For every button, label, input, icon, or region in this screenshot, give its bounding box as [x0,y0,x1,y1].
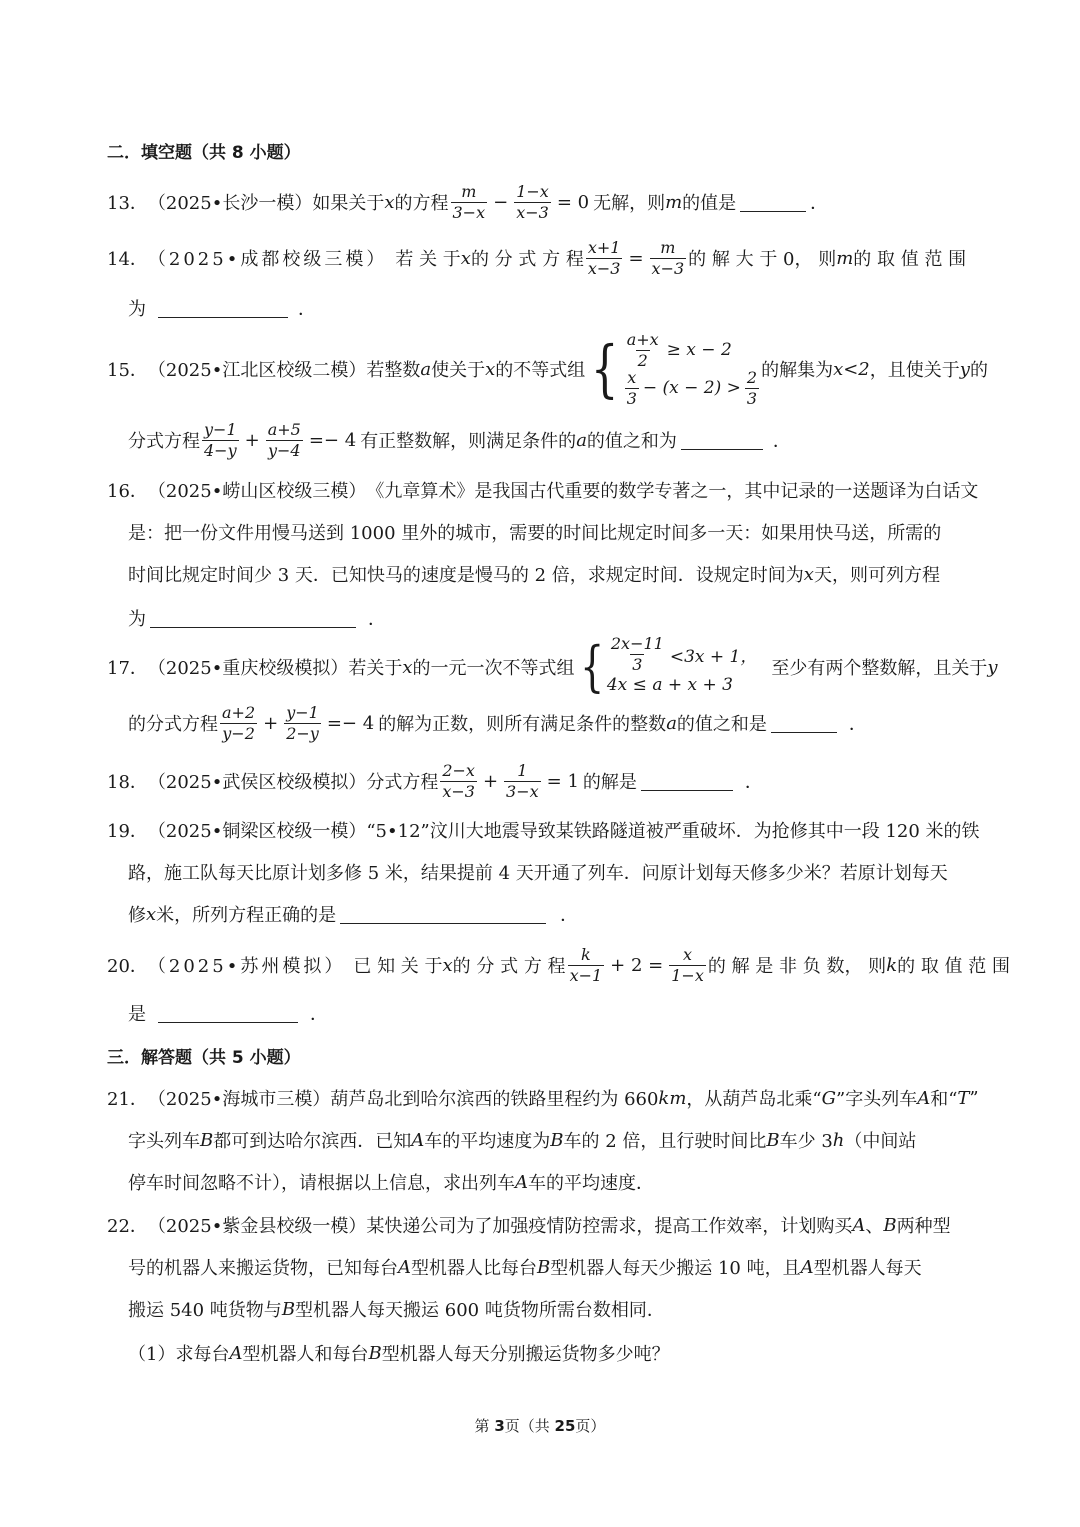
answer-blank[interactable] [740,193,806,212]
numerator: 2 [746,367,758,387]
variable: m [665,191,683,213]
question-number: 19． [107,821,148,842]
question-source: （2025•重庆校级模拟） [147,658,349,679]
numerator: x [683,944,693,964]
question-text: 型机器人每天少搬运 10 吨，且 [550,1258,801,1279]
variable: m [836,247,854,269]
question-text: 的分式方程 [128,714,218,735]
variable: A [800,1256,814,1278]
denominator: 3 [746,388,758,408]
question-text: 是 [128,1004,146,1025]
section-title [107,130,301,170]
question-text: 的 解 大 于 0， 则 [688,249,837,270]
question-text: 的 分 式 方 程 [470,249,584,270]
variable: a [666,712,677,734]
question-17 [107,634,998,700]
denominator: y−2 [222,723,255,743]
denominator: 3−x [506,781,539,801]
question-text: 号的机器人来搬运货物，已知每台 [128,1258,398,1279]
variable: a [576,429,587,451]
answer-blank[interactable] [158,299,288,318]
question-text: 有正整数解，则满足条件的 [360,431,577,452]
denominator: 2−y [286,723,319,743]
question-text: 《九章算术》是我国古代重要的数学专著之一，其中记录的一送题译为白话文 [366,481,979,502]
numerator: a+x [626,329,659,349]
operator: = [628,247,644,269]
denominator: 3 [632,654,643,674]
page-total: 25 [554,1417,576,1435]
question-number: 17． [107,658,148,679]
question-text: 字头列车 [128,1131,200,1152]
question-text: 若关于 [348,658,403,679]
question-text: ” [969,1087,979,1109]
variable: B [550,1129,564,1151]
question-text: 时间比规定时间少 3 天．已知快马的速度是慢马的 2 倍，求规定时间．设规定时间为 [128,565,804,586]
variable: A [917,1087,931,1109]
denominator: 2 [637,350,648,370]
question-number: 21． [107,1089,148,1110]
question-source: （2025•海城市三模） [147,1089,331,1110]
operator: + 2 = [610,954,664,976]
question-14-line-2 [128,288,316,328]
variable: B [368,1342,382,1364]
question-source: （2025•紫金县校级一模） [147,1216,367,1237]
question-text: ． [298,299,316,320]
question-20-line-2 [128,993,328,1033]
question-text: 如果关于 [312,193,385,214]
question-text: 米，所列方程正确的是 [156,905,337,926]
section-3-title: 三．解答题（共 5 小题） [107,1047,301,1068]
variable: B [281,1298,296,1320]
question-text: ． [560,905,579,926]
variable: x [485,358,496,380]
numerator: 1 [517,760,528,780]
math-text: − (x − 2) > [642,378,741,398]
denominator: 4−y [204,440,237,460]
inequality-system [575,633,758,698]
variable: x [402,656,413,678]
question-text: 的 分 式 方 程 [452,956,566,977]
question-text: 、 [865,1216,884,1237]
question-text: 的不等式组 [495,360,586,381]
question-text: 型机器人和每台 [242,1344,369,1365]
question-text: ． [368,609,386,630]
question-text: 的解为正数，则所有满足条件的整数 [378,714,667,735]
fraction [451,183,488,221]
question-text: 停车时间忽略不计），请根据以上信息，求出列车 [128,1173,515,1194]
question-text: 型机器人每天搬运 600 吨货物所需台数相同． [295,1300,665,1321]
operator: =− 4 [326,712,375,734]
variable: B [766,1129,780,1151]
question-text: 的 [969,360,988,381]
question-source: （2025•成都校级三模） [147,249,388,270]
question-14 [107,238,966,278]
variable: A [411,1129,425,1151]
numerator: a+5 [267,419,301,439]
denominator: 1−x [671,965,704,985]
question-20 [107,945,1010,985]
variable: A [229,1342,243,1364]
question-text: （中间站 [844,1131,917,1152]
question-number: 20． [107,956,148,977]
question-text: 的解是 [582,772,637,793]
question-number: 22． [107,1216,148,1237]
question-text: 搬运 540 吨货物与 [128,1300,282,1321]
variable: y [987,656,998,678]
variable: x [146,903,157,925]
question-19-line-2 [128,852,948,892]
footer-text: 页（共 [504,1417,555,1435]
question-text: 型机器人每天分别搬运货物多少吨？ [381,1344,670,1365]
question-text: 和“ [930,1089,958,1110]
footer-text: 页） [575,1417,606,1435]
variable: B [537,1256,551,1278]
question-source: （2025•苏州模拟） [147,956,346,977]
question-text: 两种型 [896,1216,951,1237]
variable: A [398,1256,411,1278]
numerator: y−1 [286,702,319,722]
page-number: 3 [494,1417,505,1435]
question-text: 型机器人每天 [813,1258,922,1279]
variable: A [852,1214,866,1236]
question-text: 分式方程 [128,431,200,452]
question-19-line-3 [128,894,578,934]
denominator: x−1 [569,965,603,985]
answer-blank[interactable] [150,609,356,628]
question-text: （1）求每台 [128,1344,230,1365]
question-text: ． [310,1004,328,1025]
answer-blank[interactable] [771,714,837,733]
inequality-system [585,331,761,407]
question-number: 16． [107,481,148,502]
question-text: 车的平均速度为 [424,1131,551,1152]
denominator: x−3 [587,258,621,278]
question-text: ，从葫芦岛北乘“ [686,1089,822,1110]
operator: = 0 [556,191,590,213]
question-source: （2025•江北区校级二模） [147,360,367,381]
numerator: k [581,944,591,964]
question-21-line-3 [128,1162,654,1202]
section-title [107,1035,301,1075]
numerator: x [627,367,637,387]
variable: x [803,563,814,585]
question-21 [107,1078,979,1118]
variable: k [886,954,898,976]
variable: a [420,358,432,380]
operator: − [493,191,509,213]
question-number: 13． [107,193,148,214]
operator: + [482,770,499,792]
question-text: ． [772,431,791,452]
page-footer [0,1415,1080,1436]
fraction [586,239,623,277]
math-text: x<2 [833,358,870,380]
operator: =− 4 [308,429,357,451]
question-text: 已 知 关 于 [353,956,443,977]
question-19 [107,810,980,850]
question-text: ． [744,772,763,793]
variable: T [957,1087,970,1109]
operator: + [263,712,279,734]
operator: + [244,429,260,451]
variable: A [515,1171,528,1193]
question-13 [107,182,828,222]
numerator: a+2 [222,702,256,722]
numerator: 2−x [442,760,475,780]
question-text: ，且使关于 [869,360,960,381]
question-text: 车少 3 [779,1131,833,1152]
numerator: 1−x [516,181,549,201]
answer-blank[interactable] [681,431,763,450]
question-text: ． [848,714,867,735]
unit: km [658,1087,687,1109]
variable: x [460,247,471,269]
variable: B [883,1214,897,1236]
question-text: 的 取 值 范 围 [897,956,1010,977]
question-text: 修 [128,905,146,926]
question-text: 的一元一次不等式组 [412,658,575,679]
question-22 [107,1205,951,1245]
question-text: “5•12”汶川大地震导致某铁路隧道被严重破坏．为抢修其中一段 120 米的铁 [366,821,980,842]
question-text: 型机器人比每台 [411,1258,537,1279]
question-16-line-3 [128,554,940,594]
answer-blank[interactable] [158,1004,298,1023]
question-15 [107,330,988,408]
numerator: m [660,237,676,257]
answer-blank[interactable] [641,772,733,791]
question-text: 若 关 于 [395,249,461,270]
question-text: 无解，则 [593,193,666,214]
question-text: ”字头列车 [836,1089,918,1110]
denominator: x−3 [516,202,549,222]
fraction [514,183,551,221]
denominator: x−3 [442,781,475,801]
numerator: 2x−11 [610,633,664,653]
question-text: 路，施工队每天比原计划多修 5 米，结果提前 4 天开通了列车．问原计划每天修多少米？若原计划每天 [128,863,948,884]
unit: h [832,1129,845,1151]
fraction [650,239,687,277]
brace-icon: { [579,635,604,698]
question-22-line-2 [128,1247,922,1287]
variable: y [959,358,970,380]
denominator: 3−x [452,202,486,222]
question-text: 的解集为 [761,360,834,381]
question-source: （2025•崂山区校级三模） [147,481,367,502]
question-text: 车的 2 倍，且行驶时间比 [563,1131,767,1152]
question-text: 为 [128,299,146,320]
question-number: 15． [107,360,148,381]
answer-blank[interactable] [340,905,546,924]
question-source: （2025•长沙一模） [147,193,313,214]
denominator: x−3 [651,258,685,278]
question-16 [107,470,978,510]
question-22-line-3 [128,1289,665,1329]
variable: G [821,1087,836,1109]
question-number: 14． [107,249,148,270]
question-number: 18． [107,772,148,793]
denominator: y−4 [267,440,301,460]
question-source: （2025•武侯区校级模拟） [147,772,367,793]
question-text: 至少有两个整数解，且关于 [771,658,988,679]
question-text: 是：把一份文件用慢马送到 1000 里外的城市，需要的时间比规定时间多一天：如果用快马送，所需的 [128,523,942,544]
footer-text: 第 [474,1417,495,1435]
question-17-line-2 [128,703,867,743]
operator: = 1 [546,770,579,792]
question-text: 若整数 [366,360,421,381]
question-text: ． [810,193,829,214]
math-text: 4x ≤ a + x + 3 [606,675,733,695]
question-text: 都可到达哈尔滨西．已知 [213,1131,412,1152]
question-16-line-2 [128,512,941,552]
question-text: 为 [128,609,146,630]
numerator: m [461,181,477,201]
numerator: y−1 [204,419,237,439]
question-text: 的 解 是 非 负 数， 则 [707,956,887,977]
question-text: 车的平均速度． [528,1173,654,1194]
question-text: 的方程 [394,193,449,214]
denominator: 3 [626,388,637,408]
section-2-title: 二．填空题（共 8 小题） [107,142,301,163]
question-text: 葫芦岛北到哈尔滨西的铁路里程约为 660 [330,1089,659,1110]
question-text: 分式方程 [366,772,439,793]
question-text: 使关于 [431,360,486,381]
question-21-line-2 [128,1120,916,1160]
numerator: x+1 [587,237,621,257]
brace-icon: { [591,332,619,405]
question-16-line-4 [128,598,386,638]
question-text: 的值之和是 [676,714,767,735]
variable: x [442,954,453,976]
question-22-part-1 [128,1333,670,1373]
math-text: ≥ x − 2 [666,340,732,360]
question-text: 的值之和为 [586,431,677,452]
variable: x [384,191,395,213]
question-source: （2025•铜梁区校级一模） [147,821,367,842]
question-text: 的 取 值 范 围 [853,249,967,270]
question-text: 某快递公司为了加强疫情防控需求，提高工作效率，计划购买 [366,1216,853,1237]
variable: B [200,1129,214,1151]
question-text: 的值是 [682,193,737,214]
question-15-line-2 [128,420,791,460]
math-text: <3x + 1， [669,646,758,667]
question-18 [107,761,763,801]
question-text: 天，则可列方程 [813,565,940,586]
